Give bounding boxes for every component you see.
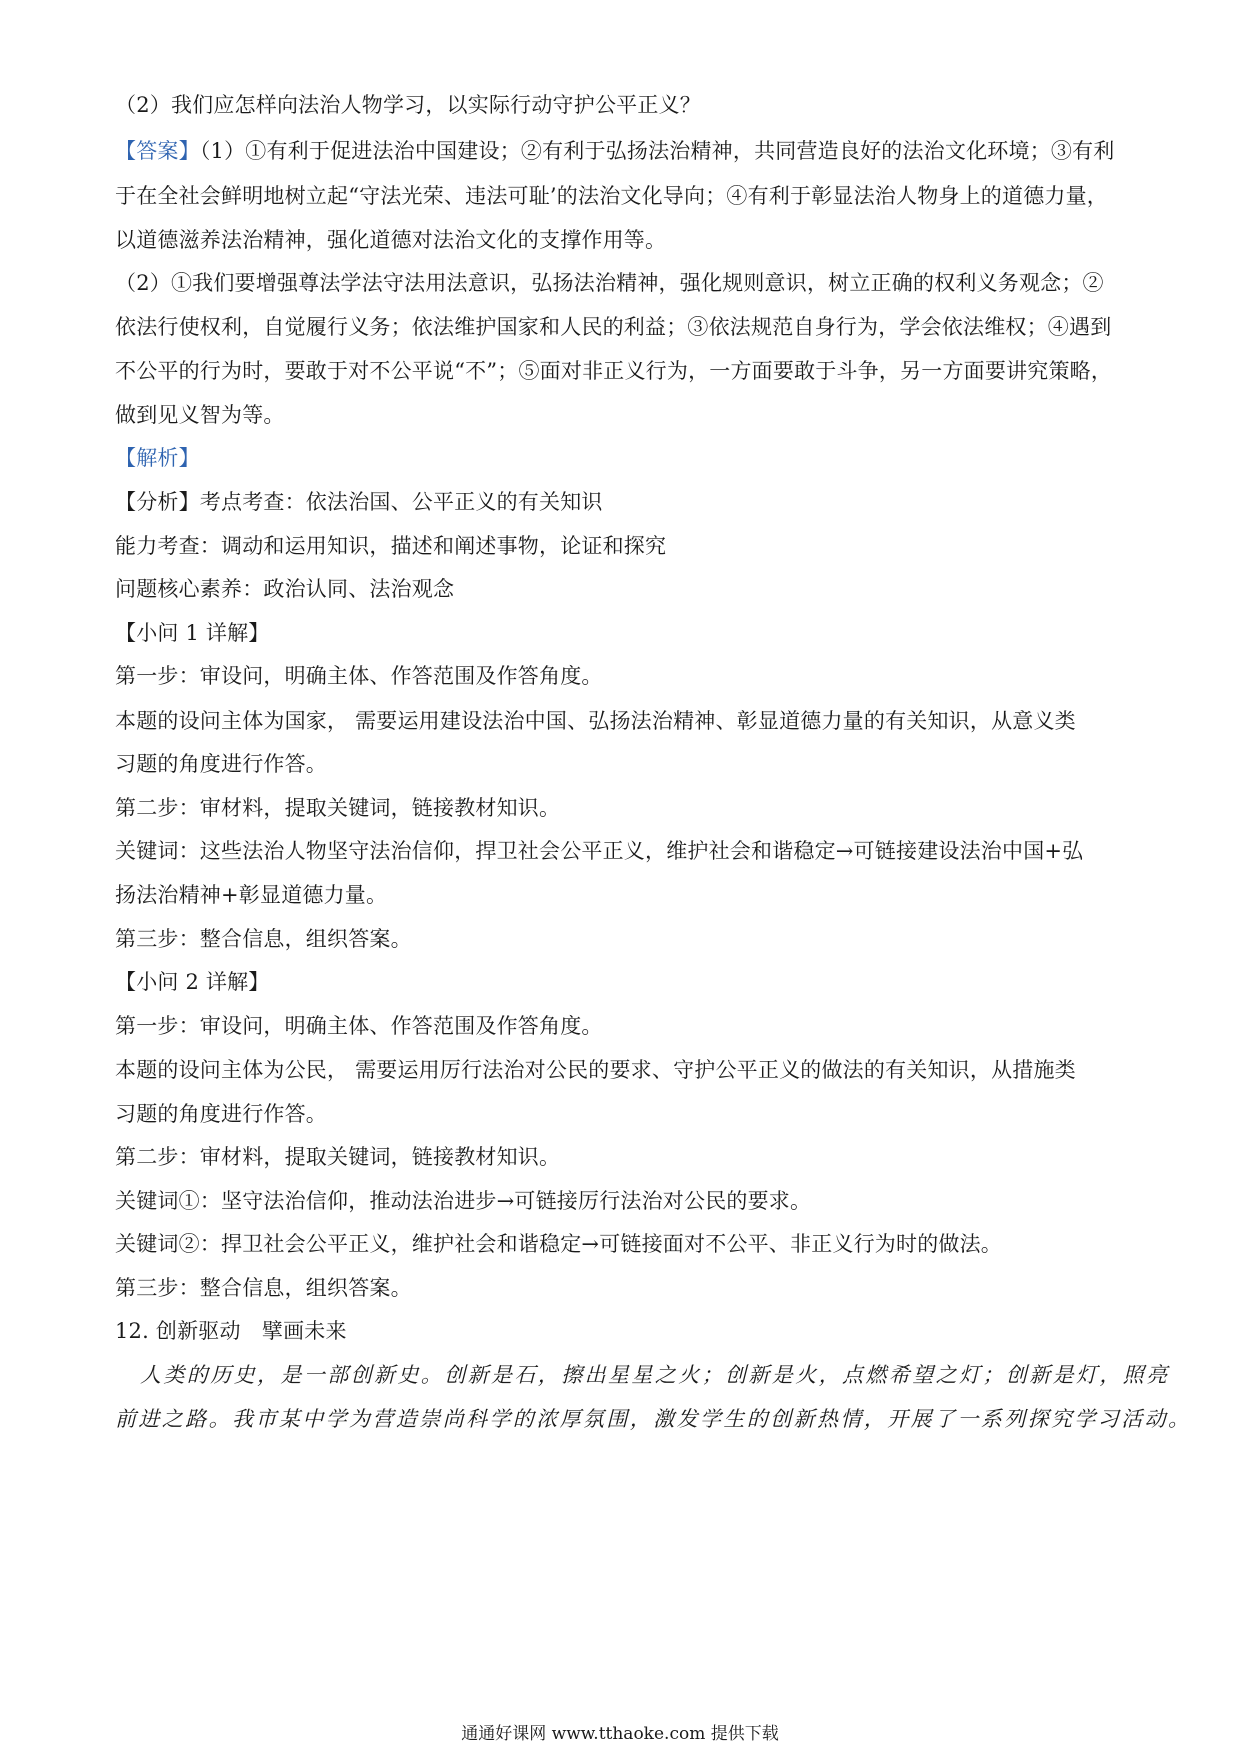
sub1-step2: 第二步：审材料，提取关键词，链接教材知识。 [115, 796, 561, 820]
sub2-keyword-1: 关键词①：坚守法治信仰，推动法治进步→可链接厉行法治对公民的要求。 [115, 1189, 812, 1213]
question-12-paragraph-b: 前进之路。我市某中学为营造崇尚科学的浓厚氛围，激发学生的创新热情，开展了一系列探究学习活动。 [115, 1407, 1192, 1431]
answer-part1-lead: （1）①有利于促进法治中国建设；②有利于弘扬法治精神，共同营造良好的法治文化环境；③有利 [199, 139, 1115, 163]
answer-part2-line-4: 做到见义智为等。 [115, 403, 285, 427]
page-footer: 通通好课网 www.tthaoke.com 提供下载 [461, 1724, 779, 1744]
question-2-prompt: （2）我们应怎样向法治人物学习，以实际行动守护公平正义？ [115, 93, 701, 117]
sub1-step1-detail-a: 本题的设问主体为国家， 需要运用建设法治中国、弘扬法治精神、彰显道德力量的有关知识，从意义类 [115, 709, 1076, 733]
answer-label: 【答案】 [115, 139, 200, 163]
sub2-step1-detail-b: 习题的角度进行作答。 [115, 1102, 327, 1126]
analysis-fenxi: 【分析】考点考查：依法治国、公平正义的有关知识 [115, 490, 603, 514]
sub1-step1-detail-b: 习题的角度进行作答。 [115, 752, 327, 776]
answer-part2-line-1: （2）①我们要增强尊法学法守法用法意识，弘扬法治精神，强化规则意识，树立正确的权利义务观念；② [115, 271, 1104, 295]
answer-part2-line-2: 依法行使权利，自觉履行义务；依法维护国家和人民的利益；③依法规范自身行为，学会依法维权；④遇到 [115, 315, 1112, 339]
answer-line-2: 于在全社会鲜明地树立起“守法光荣、违法可耻’的法治文化导向；④有利于彰显法治人物身上的道德力量， [115, 184, 1109, 208]
analysis-label: 【解析】 [115, 446, 200, 470]
sub2-heading: 【小问 2 详解】 [115, 970, 270, 994]
sub1-step1: 第一步：审设问，明确主体、作答范围及作答角度。 [115, 664, 603, 688]
question-12-paragraph-a: 人类的历史，是一部创新史。创新是石，擦出星星之火；创新是火，点燃希望之灯；创新是灯，照亮 [140, 1363, 1170, 1387]
answer-line-1 [115, 136, 1135, 166]
sub1-keywords-b: 扬法治精神+彰显道德力量。 [115, 883, 388, 907]
sub1-keywords-a: 关键词：这些法治人物坚守法治信仰，捍卫社会公平正义，维护社会和谐稳定→可链接建设法治中国+弘 [115, 839, 1084, 863]
answer-line-3: 以道德滋养法治精神，强化道德对法治文化的支撑作用等。 [115, 228, 667, 252]
question-12-title: 12. 创新驱动 擘画未来 [115, 1319, 347, 1343]
sub1-step3: 第三步：整合信息，组织答案。 [115, 927, 412, 951]
sub2-step1: 第一步：审设问，明确主体、作答范围及作答角度。 [115, 1014, 603, 1038]
analysis-ability: 能力考查：调动和运用知识，描述和阐述事物，论证和探究 [115, 534, 667, 558]
sub2-keyword-2: 关键词②：捍卫社会公平正义，维护社会和谐稳定→可链接面对不公平、非正义行为时的做法。 [115, 1232, 1002, 1256]
sub1-heading: 【小问 1 详解】 [115, 621, 270, 645]
analysis-core: 问题核心素养：政治认同、法治观念 [115, 577, 455, 601]
sub2-step3: 第三步：整合信息，组织答案。 [115, 1276, 412, 1300]
answer-part2-line-3: 不公平的行为时，要敢于对不公平说“不”；⑤面对非正义行为，一方面要敢于斗争，另一方面要讲究策略， [115, 359, 1113, 383]
sub2-step2: 第二步：审材料，提取关键词，链接教材知识。 [115, 1145, 561, 1169]
sub2-step1-detail-a: 本题的设问主体为公民， 需要运用厉行法治对公民的要求、守护公平正义的做法的有关知识，从措施类 [115, 1058, 1076, 1082]
